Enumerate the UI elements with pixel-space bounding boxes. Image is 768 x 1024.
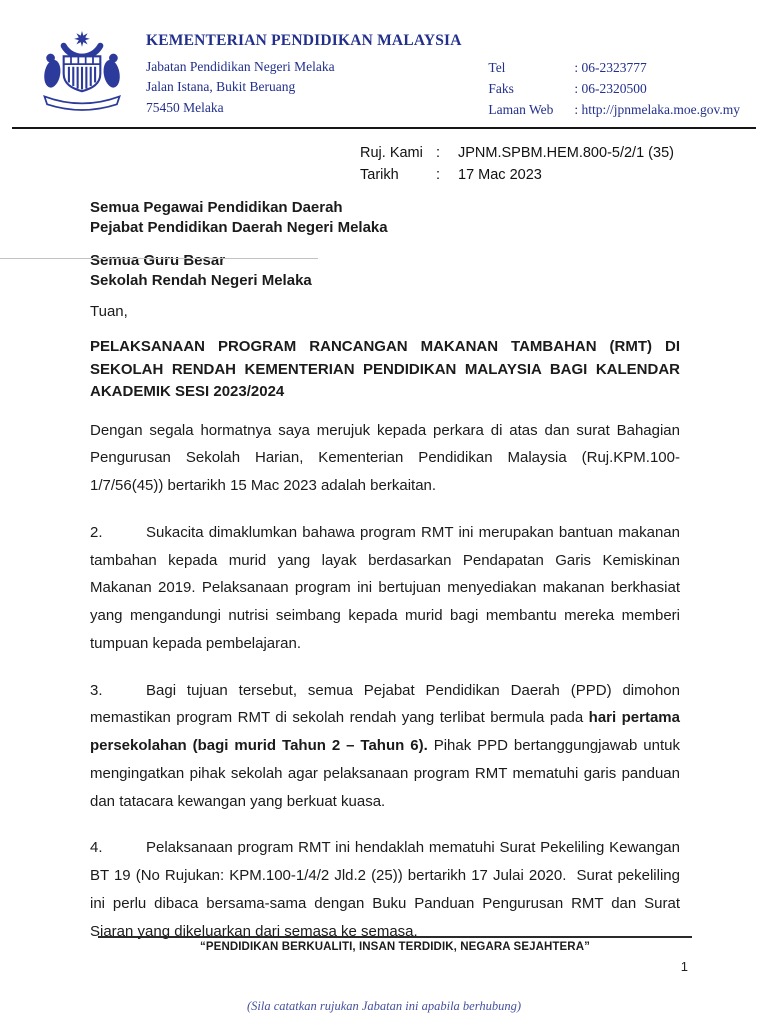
paragraph-3-number: 3. — [90, 681, 103, 699]
department-address — [146, 57, 462, 118]
contact-info — [488, 24, 740, 121]
paragraph-2-text: Sukacita dimaklumkan bahawa program RMT ini merupakan bantuan makanan tambahan kepada murid yang layak berdasarkan Pendapatan Garis Kemiskinan Makanan 2019. Pelaksanaan program ini bertujuan menyediakan makanan berkhasiat yang mengandungi nutrisi seimbang kepada murid bagi membantu mereka memberi tumpuan kepada pembelajaran. — [90, 523, 680, 652]
date-row — [360, 165, 768, 187]
paragraph-4-text: Pelaksanaan program RMT ini hendaklah mematuhi Surat Pekeliling Kewangan BT 19 (No Rujukan: KPM.100-1/4/2 Jld.2 (25)) bertarikh 17 Julai 2020. Surat pekeliling ini perlu dibaca bersama-sama dengan Buku Panduan Pengurusan RMT dan Surat Siaran yang dikeluarkan dari semasa ke semasa. — [90, 839, 680, 940]
page-number: 1 — [680, 959, 688, 974]
recipient-group1-line1: Semua Pegawai Pendidikan Daerah — [90, 199, 343, 217]
paragraph-3-text-b: Pihak PPD bertanggungjawab untuk mengingatkan pihak sekolah agar pelaksanaan program RMT mematuhi garis panduan dan tatacara kewangan yang berkuat kuasa. — [90, 737, 681, 810]
letterhead-text — [146, 24, 462, 118]
tarikh-value: 17 Mac 2023 — [458, 166, 542, 183]
paragraph-1: Dengan segala hormatnya saya merujuk kepada perkara di atas dan surat Bahagian Pengurusan Sekolah Harian, Kementerian Pendidikan Malaysia (Ruj.KPM.100-1/7/56(45)) bertarikh 15 Mac 2023 adalah berkaitan. — [90, 421, 680, 495]
salutation: Tuan, — [90, 303, 128, 321]
footer-divider — [98, 936, 692, 938]
contact-tel — [488, 58, 740, 79]
tel-value: : 06-2323777 — [574, 60, 647, 75]
paragraph-4 — [90, 834, 680, 945]
ruj-kami-colon: : — [436, 144, 441, 161]
ruj-kami-label: Ruj. Kami — [360, 144, 423, 161]
address-line-1: Jabatan Pendidikan Negeri Melaka — [146, 59, 335, 74]
tarikh-colon: : — [436, 166, 441, 183]
letterhead — [0, 0, 768, 121]
letter-body — [90, 198, 680, 945]
subject-heading: PELAKSANAAN PROGRAM RANCANGAN MAKANAN TAMBAHAN (RMT) DI SEKOLAH RENDAH KEMENTERIAN PENDIDIKAN MALAYSIA BAGI KALENDAR AKADEMIK SESI 2023/2024 — [90, 338, 680, 400]
letterhead-divider — [12, 127, 756, 129]
footer-motto: “PENDIDIKAN BERKUALITI, INSAN TERDIDIK, NEGARA SEJAHTERA” — [200, 941, 590, 953]
ministry-name: KEMENTERIAN PENDIDIKAN MALAYSIA — [146, 32, 462, 49]
coat-of-arms-logo — [34, 24, 130, 120]
recipients — [90, 198, 680, 290]
paragraph-3 — [90, 677, 680, 816]
faks-value: : 06-2320500 — [574, 80, 647, 96]
paragraph-2-number: 2. — [90, 523, 103, 541]
footer — [98, 936, 692, 974]
web-label: Laman Web — [488, 101, 554, 117]
address-line-2: Jalan Istana, Bukit Beruang — [146, 79, 296, 95]
bottom-reference-note: (Sila catatkan rujukan Jabatan ini apabila berhubung) — [246, 999, 522, 1013]
tel-label: Tel — [488, 60, 506, 75]
paragraph-2 — [90, 519, 680, 658]
recipient-group1-line2: Pejabat Pendidikan Daerah Negeri Melaka — [90, 219, 388, 237]
recipient-group2-line2: Sekolah Rendah Negeri Melaka — [90, 271, 312, 289]
contact-web — [488, 100, 740, 121]
ruj-kami-value: JPNM.SPBM.HEM.800-5/2/1 (35) — [458, 144, 674, 161]
paragraph-4-number: 4. — [90, 839, 103, 857]
web-value: : http://jpnmelaka.moe.gov.my — [574, 101, 740, 117]
address-line-3: 75450 Melaka — [146, 99, 224, 115]
scan-artifact-line — [0, 258, 318, 259]
recipient-gap — [90, 238, 680, 251]
tarikh-label: Tarikh — [360, 166, 399, 183]
jata-negara-icon — [34, 24, 130, 120]
recipient-group2-line1: Semua Guru Besar — [90, 251, 226, 269]
contact-faks — [488, 79, 740, 100]
paragraph-3-text-a: Bagi tujuan tersebut, semua Pejabat Pendidikan Daerah (PPD) dimohon memastikan program RMT di sekolah rendah yang terlibat bermula pada — [90, 681, 680, 727]
faks-label: Faks — [488, 80, 514, 96]
reference-block — [360, 143, 768, 187]
reference-number-row — [360, 143, 768, 165]
paragraph-3-bold-text: hari pertama persekolahan (bagi murid Tahun 2 – Tahun 6). — [90, 709, 680, 755]
